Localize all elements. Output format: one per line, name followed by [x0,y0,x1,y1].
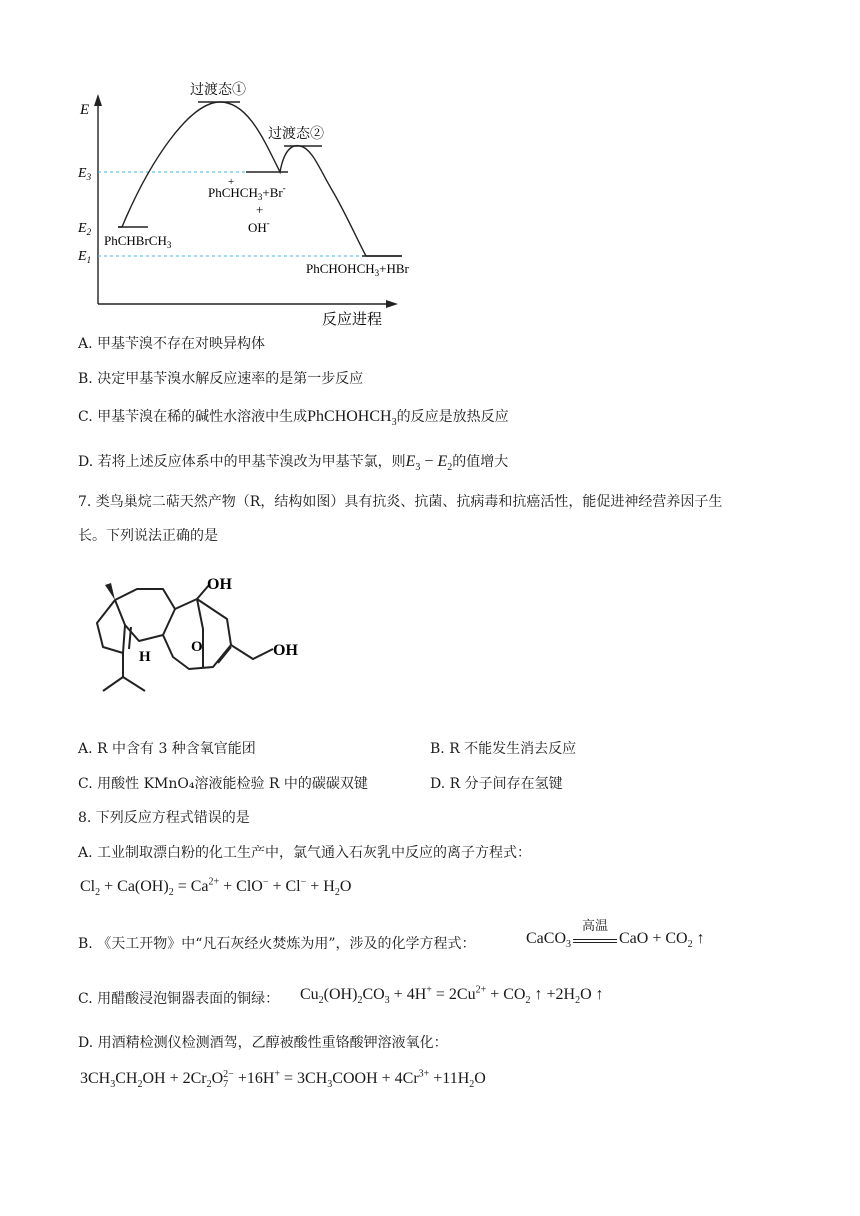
q6-option-d-post: 的值增大 [452,454,509,470]
q6-option-d-pre: D. 若将上述反应体系中的甲基苄溴改为甲基苄氯，则 [78,454,406,470]
level-e3-label: $E_3$ [78,166,92,182]
q7-option-a: A. R 中含有 3 种含氧官能团 [78,741,256,757]
q7-option-b: B. R 不能发生消去反应 [430,741,577,757]
intermediate-plus-top: + [228,176,235,188]
level-e2-label: $E_2$ [78,221,92,237]
molecule-structure [85,575,315,715]
q6-option-b: B. 决定甲基苄溴水解反应速率的是第一步反应 [78,371,364,387]
intermediate-oh: OH- [248,218,270,235]
q7-option-c: C. 用酸性 KMnO₄溶液能检验 R 中的碳碳双键 [78,776,368,792]
q6-option-d-formula: $E_3 - E_2$ [405,453,453,474]
q8-option-b-equation: CaCO$_3$ 高温 CaO + $CO_2$ ↑ [526,930,705,948]
mol-o-bridge: O [191,639,203,655]
y-axis-label: E [80,102,90,118]
mol-oh-side: OH [273,642,298,659]
q8-stem: 8. 下列反应方程式错误的是 [78,810,250,826]
q8-option-b-text: B. 《天工开物》中“凡石灰经火焚炼为用”，涉及的化学方程式： [78,936,476,952]
x-axis-label: 反应进程 [322,312,383,328]
q8-option-d-equation: $3CH_3CH_2OH + 2Cr_2O_7^{2-} +16H^+$ = $3CH_3COOH + 4Cr^{3+} +11H_2O$ [80,1068,486,1091]
mol-h-label: H [139,649,151,665]
q6-option-a: A. 甲基苄溴不存在对映异构体 [78,336,266,352]
q6-option-c-formula: PhCHOHCH$_3$ [307,408,397,429]
energy-diagram [70,80,450,330]
q8-option-a-equation: $Cl_2 + Ca(OH)_2 = Ca^{2+} + ClO^- + Cl^- + H_2O$ [80,876,352,899]
q6-option-c-pre: C. 甲基苄溴在稀的碱性水溶液中生成 [78,409,308,425]
q6-option-c-post: 的反应是放热反应 [396,409,509,425]
x-axis-arrow [386,300,398,308]
reactant-label: PhCHBrCH$_3$ [104,233,172,250]
product-label: PhCHOHCH$_3$+HBr [306,261,409,278]
level-e1-label: $E_1$ [78,249,92,265]
q7-stem-line2: 长。下列说法正确的是 [78,528,218,544]
intermediate-plus: + [256,202,264,217]
q7-option-d: D. R 分子间存在氢键 [430,776,563,792]
ts1-label: 过渡态① [190,83,246,98]
q8-option-d-text: D. 用酒精检测仪检测酒驾，乙醇被酸性重铬酸钾溶液氧化： [78,1035,448,1051]
intermediate-label: PhCHCH$_3$+Br- [208,183,286,202]
y-axis-arrow [94,94,102,106]
q8-option-b-condition: 高温 [581,919,608,934]
q8-option-c-text: C. 用醋酸浸泡铜器表面的铜绿： [78,991,280,1007]
q7-stem-line1: 7. 类鸟巢烷二萜天然产物（R，结构如图）具有抗炎、抗菌、抗病毒和抗癌活性，能促进神经营养因子生 [78,494,723,510]
q6-option-d [78,452,508,472]
ts2-label: 过渡态② [268,127,324,142]
q6-option-c [78,407,509,427]
q8-option-c-equation: $Cu_2(OH)_2CO_3 + 4H^+ = 2Cu^{2+} + CO_2$ ↑ $+2H_2O$ ↑ [300,984,604,1007]
q8-option-a-text: A. 工业制取漂白粉的化工生产中，氯气通入石灰乳中反应的离子方程式： [78,845,532,861]
mol-oh-top: OH [207,576,232,593]
